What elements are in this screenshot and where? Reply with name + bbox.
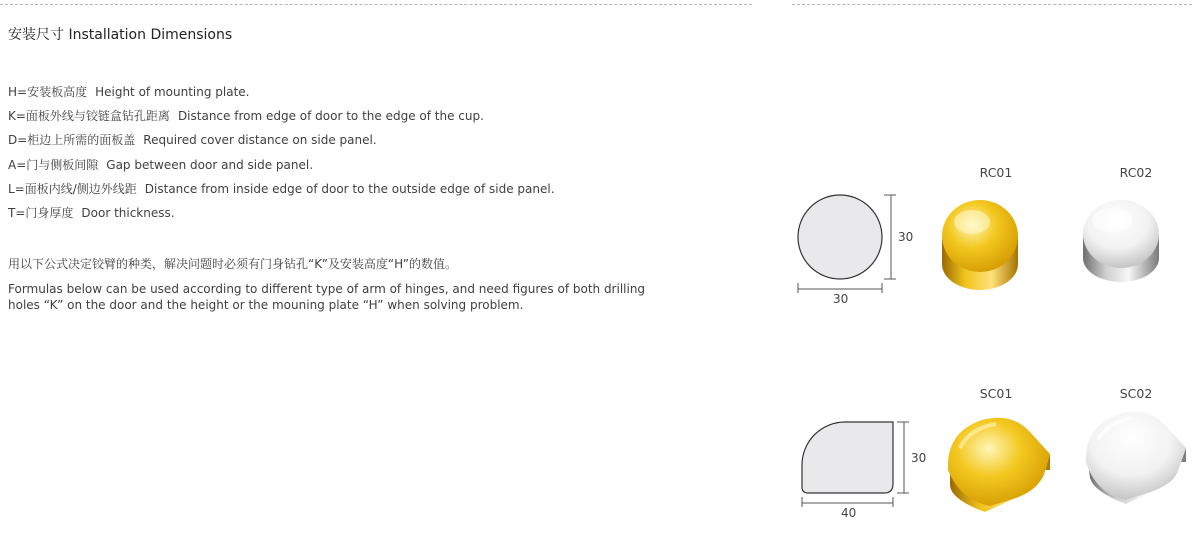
definition-cn: H=安装板高度 [8,85,88,99]
square-height-label: 30 [911,451,927,465]
square-height-dimension [897,422,909,493]
definition-cn: D=柜边上所需的面板盖 [8,133,136,148]
product-code-rc01: RC01 [979,165,1013,180]
product-code-rc02: RC02 [1119,165,1153,180]
definition-en: Door thickness. [81,206,175,221]
definition-en: Distance from edge of door to the edge of the cup. [177,109,484,124]
round-cover-outline [798,195,882,279]
square-cover-diagram [802,422,926,520]
product-code-sc01: SC01 [979,386,1013,401]
round-height-dimension [884,195,896,279]
square-width-label: 40 [841,506,857,520]
definition-cn: T=门身厚度 [8,206,74,221]
definition-en: Distance from inside edge of door to the outside edge of side panel. [144,181,555,196]
sc02-product-image [1086,412,1186,504]
square-cover-outline [802,422,893,493]
product-code-sc02: SC02 [1119,386,1153,401]
section-title: 安装尺寸 Installation Dimensions [8,27,233,43]
definition-en: Height of mounting plate. [95,85,250,99]
formula-note-en: Formulas below can be used according to different type of arm of hinges, and need figures of both drilling holes “K” on the door and the height or the mouning plate “H” when solving problem. [8,282,646,312]
definition-cn: L=面板内线/侧边外线距 [8,181,137,196]
round-width-label: 30 [833,292,849,306]
rc01-product-image [942,200,1018,290]
round-height-label: 30 [898,230,914,244]
round-cover-diagram [798,195,913,306]
definition-cn: K=面板外线与铰链盒钻孔距离 [8,109,170,124]
rc02-product-image [1083,200,1159,282]
definition-en: Gap between door and side panel. [106,157,314,172]
sc01-product-image [948,418,1050,512]
definition-cn: A=门与侧板间隙 [8,157,99,172]
formula-note-cn: 用以下公式决定铰臂的种类，解决问题时必须有门身钻孔“K”及安装高度“H”的数值。 [8,257,458,271]
definition-en: Required cover distance on side panel. [143,133,377,148]
